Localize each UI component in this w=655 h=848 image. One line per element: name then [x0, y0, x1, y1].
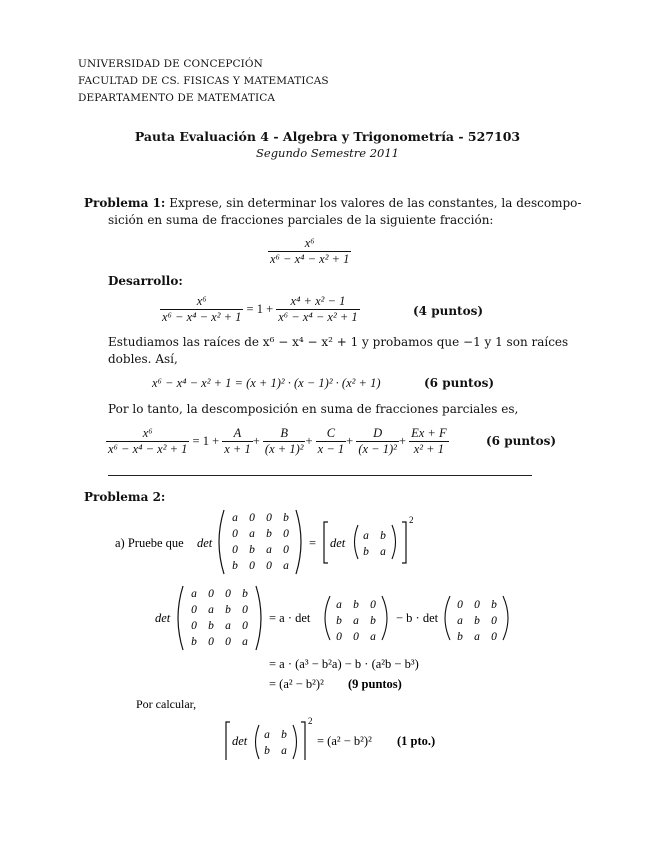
svg-text:0: 0 [336, 631, 342, 643]
matrix-4x4-b [191, 588, 248, 648]
svg-text:a: a [363, 530, 369, 542]
svg-text:0: 0 [266, 560, 272, 572]
doc-subtitle: Segundo Semestre 2011 [256, 146, 399, 160]
svg-text:a: a [264, 729, 270, 741]
matrix-2x2-b [264, 729, 287, 757]
doc-title: Pauta Evaluación 4 - Algebra y Trigonometría - 527103 [134, 129, 521, 144]
svg-text:0: 0 [208, 636, 214, 648]
svg-text:0: 0 [225, 588, 231, 600]
svg-text:=: = [309, 536, 317, 550]
svg-text:0: 0 [242, 620, 248, 632]
svg-text:a: a [370, 631, 376, 643]
desarrollo-heading: Desarrollo: [108, 274, 183, 288]
svg-text:b: b [353, 599, 359, 611]
svg-text:0: 0 [232, 544, 238, 556]
part-a-label: a) Pruebe que [115, 536, 184, 550]
svg-text:b: b [283, 512, 289, 524]
svg-text:0: 0 [232, 528, 238, 540]
problem-2-label: Problema 2: [84, 490, 166, 504]
svg-text:a: a [249, 528, 255, 540]
svg-text:0: 0 [225, 636, 231, 648]
svg-text:b: b [457, 631, 463, 643]
svg-text:b: b [232, 560, 238, 572]
svg-text:2: 2 [308, 716, 313, 726]
svg-text:0: 0 [191, 604, 197, 616]
paren-right [296, 510, 301, 574]
svg-text:det: det [155, 611, 171, 625]
factorization-equation: x⁶ − x⁴ − x² + 1 = (x + 1)² · (x − 1)² · (x² + 1) [152, 376, 381, 390]
svg-text:b: b [225, 604, 231, 616]
matrix-2x2-a [363, 530, 386, 558]
det-label: det [197, 536, 213, 550]
svg-text:b: b [363, 546, 369, 558]
svg-text:b: b [336, 615, 342, 627]
svg-text:a: a [232, 512, 238, 524]
svg-text:b: b [191, 636, 197, 648]
section-divider [108, 475, 532, 476]
svg-text:b: b [208, 620, 214, 632]
svg-text:0: 0 [283, 544, 289, 556]
svg-text:0: 0 [283, 528, 289, 540]
svg-text:= a · det: = a · det [269, 611, 311, 625]
roots-text-line-1: Estudiamos las raíces de x⁶ − x⁴ − x² + 1 y probamos que −1 y 1 son raíces [108, 335, 569, 349]
equation-c: $\frac{\text{x⁶}}{\text{x⁶ − x⁴ − x² + 1}}$ = 1 + $\frac{A}{x + 1}$ + $\frac{B}{\text{(x + 1)²}}$ + $\frac{C}{x - 1}$ + $\frac{D}{\text{(x − 1)²}}$ + $\frac{Ex + F}{\text{x² + 1}}$ [108, 426, 447, 456]
svg-text:b: b [242, 588, 248, 600]
svg-text:0: 0 [491, 615, 497, 627]
problem-1-statement-line-1: Problema 1: Exprese, sin determinar los valores de las constantes, la descompo- [84, 196, 582, 210]
svg-text:det: det [330, 536, 346, 550]
roots-text-line-2: dobles. Así, [108, 352, 178, 366]
svg-text:b: b [266, 528, 272, 540]
svg-text:0: 0 [353, 631, 359, 643]
svg-text:0: 0 [266, 512, 272, 524]
svg-text:0: 0 [191, 620, 197, 632]
svg-text:a: a [225, 620, 231, 632]
department-name: DEPARTAMENTO DE MATEMATICA [78, 92, 276, 104]
faculty-name: FACULTAD DE CS. FISICAS Y MATEMATICAS [78, 75, 329, 87]
svg-text:b: b [249, 544, 255, 556]
svg-text:0: 0 [242, 604, 248, 616]
svg-text:b: b [474, 615, 480, 627]
svg-text:a: a [380, 546, 386, 558]
expansion-line-3: = (a² − b²)² [269, 677, 324, 691]
svg-text:0: 0 [249, 560, 255, 572]
problem-1-label: Problema 1: [84, 196, 166, 210]
matrix-3x3-b [457, 599, 497, 643]
svg-text:a: a [353, 615, 359, 627]
points-a: (4 puntos) [413, 304, 484, 318]
problem-2-math [0, 500, 655, 760]
svg-text:a: a [457, 615, 463, 627]
svg-text:0: 0 [208, 588, 214, 600]
svg-text:a: a [242, 636, 248, 648]
points-1: (1 pto.) [397, 734, 436, 748]
svg-text:b: b [380, 530, 386, 542]
svg-text:a: a [191, 588, 197, 600]
por-calcular-text: Por calcular, [136, 697, 197, 711]
svg-text:a: a [208, 604, 214, 616]
svg-text:b: b [491, 599, 497, 611]
svg-text:a: a [281, 745, 287, 757]
svg-text:0: 0 [457, 599, 463, 611]
expansion-line-2: = a · (a³ − b²a) − b · (a²b − b³) [269, 657, 419, 671]
svg-text:a: a [336, 599, 342, 611]
svg-text:2: 2 [409, 515, 414, 525]
svg-text:b: b [281, 729, 287, 741]
university-name: UNIVERSIDAD DE CONCEPCIÓN [78, 58, 263, 70]
svg-text:0: 0 [249, 512, 255, 524]
svg-text:= (a² − b²)²: = (a² − b²)² [317, 734, 372, 748]
svg-text:b: b [264, 745, 270, 757]
svg-text:0: 0 [370, 599, 376, 611]
svg-text:a: a [474, 631, 480, 643]
svg-text:a: a [266, 544, 272, 556]
svg-text:0: 0 [474, 599, 480, 611]
matrix-4x4-a [232, 512, 289, 572]
decomposition-text: Por lo tanto, la descomposición en suma de fracciones parciales es, [108, 402, 519, 416]
svg-text:0: 0 [491, 631, 497, 643]
points-c: (6 puntos) [486, 434, 557, 448]
svg-text:det: det [232, 734, 248, 748]
matrix-3x3-a [336, 599, 376, 643]
points-9: (9 puntos) [348, 677, 402, 691]
svg-text:a: a [283, 560, 289, 572]
main-fraction: $\frac{\text{x⁶}}{\text{x⁶ − x⁴ − x² + 1}}$ [270, 236, 350, 266]
svg-text:b: b [370, 615, 376, 627]
equation-a: $\frac{\text{x⁶}}{\text{x⁶ − x⁴ − x² + 1}}$ = 1 + $\frac{\text{x⁴ + x² − 1}}{\text{x⁶ − x⁴ − x² + 1}}$ [162, 294, 358, 324]
svg-text:− b · det: − b · det [396, 611, 439, 625]
points-b: (6 puntos) [424, 376, 495, 390]
paren-left [219, 510, 224, 574]
problem-1-statement-line-2: sición en suma de fracciones parciales de la siguiente fracción: [108, 213, 494, 227]
